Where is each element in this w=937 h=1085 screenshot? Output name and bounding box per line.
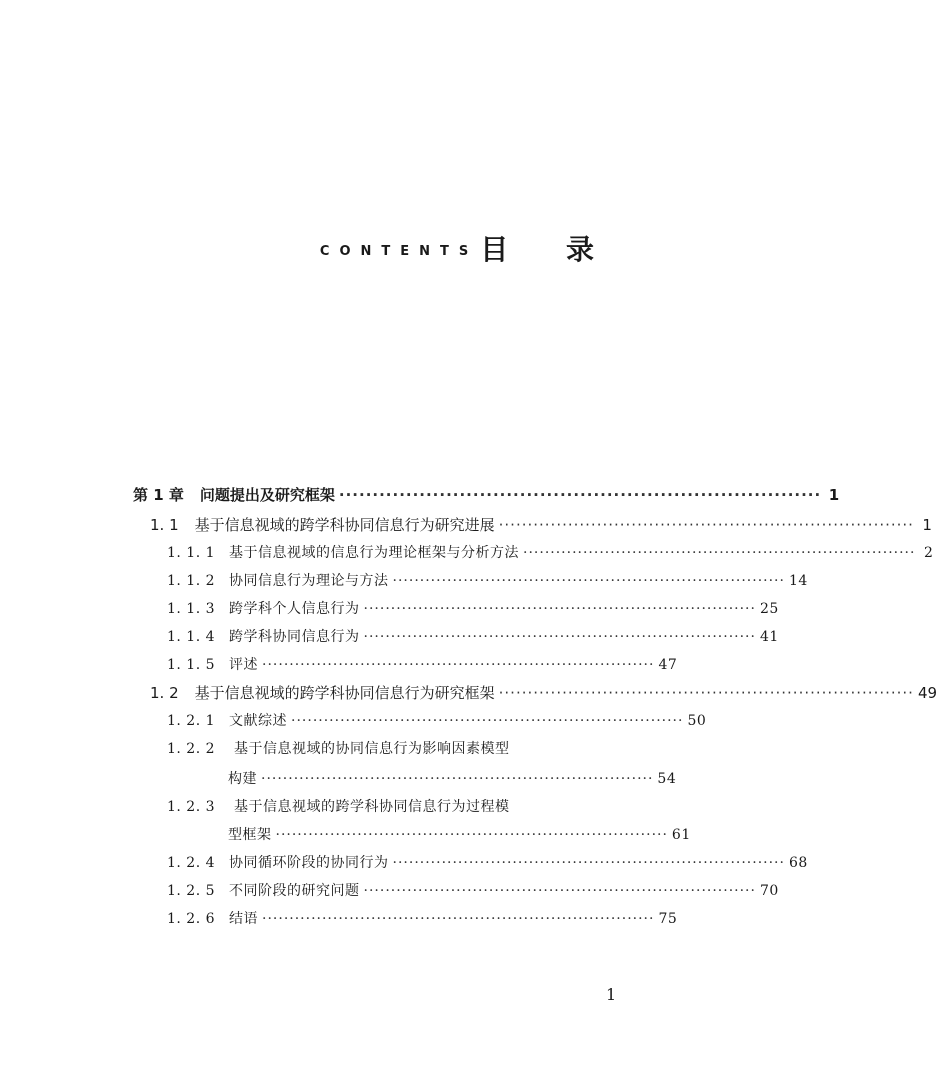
toc-entry-1-1-1[interactable]: [167, 541, 934, 565]
subsection-title: 基于信息视域的协同信息行为影响因素模型: [233, 741, 510, 757]
toc-entry-1-2-6[interactable]: [167, 907, 678, 931]
subsection-number: 1. 1. 5: [167, 657, 216, 673]
subsection-number: 1. 2. 5: [167, 883, 216, 899]
subsection-title: 跨学科个人信息行为: [229, 601, 360, 617]
subsection-number: 1. 2. 4: [167, 855, 216, 871]
dot-leader: ········································································: [363, 601, 756, 617]
toc-entry-1-2-3-line2[interactable]: [228, 823, 691, 847]
toc-entry-1-1-5[interactable]: [167, 653, 678, 677]
section-title: 基于信息视域的跨学科协同信息行为研究进展: [194, 516, 495, 534]
dot-leader: ········································································: [392, 855, 785, 871]
subsection-title: 结语: [229, 911, 259, 927]
page-ref: 61: [671, 827, 691, 843]
subsection-title: 协同循环阶段的协同行为: [229, 855, 389, 871]
subsection-title: 基于信息视域的跨学科协同信息行为过程模: [233, 799, 510, 815]
page-ref: 14: [788, 573, 808, 589]
section-number: 1. 1: [150, 516, 179, 534]
subsection-number: 1. 1. 1: [167, 545, 216, 561]
toc-entry-1-2-5[interactable]: [167, 879, 779, 903]
subsection-number: 1. 1. 4: [167, 629, 216, 645]
dot-leader: ········································································: [291, 713, 684, 729]
dot-leader: ········································································: [262, 911, 655, 927]
toc-entry-1-2-3-line1[interactable]: [167, 795, 509, 819]
contents-word: CONTENTS: [319, 243, 479, 259]
subsection-number: 1. 2. 3: [167, 799, 216, 815]
chapter-title: 问题提出及研究框架: [199, 486, 335, 504]
dot-leader: ········································································: [523, 545, 916, 561]
page-ref: 54: [657, 771, 677, 787]
toc-entry-1-2-2-line2[interactable]: [228, 767, 677, 791]
contents-heading: [320, 228, 618, 268]
page-ref: 1: [828, 486, 840, 504]
subsection-title: 跨学科协同信息行为: [229, 629, 360, 645]
subsection-title: 协同信息行为理论与方法: [229, 573, 389, 589]
subsection-number: 1. 2. 6: [167, 911, 216, 927]
dot-leader: ········································································: [261, 771, 654, 787]
page-ref: 1: [922, 516, 932, 534]
subsection-title: 基于信息视域的信息行为理论框架与分析方法: [229, 545, 520, 561]
dot-leader: ········································································: [498, 684, 914, 702]
dot-leader: ········································································: [262, 657, 655, 673]
page-ref: 25: [759, 601, 779, 617]
toc-entry-1-2-4[interactable]: [167, 851, 808, 875]
page-ref: 68: [788, 855, 808, 871]
page-ref: 75: [658, 911, 678, 927]
page-ref: 49: [917, 684, 937, 702]
subsection-title: 文献综述: [229, 713, 288, 729]
page-ref: 70: [759, 883, 779, 899]
dot-leader: ········································································: [363, 883, 756, 899]
chapter-label: 第 1 章: [133, 486, 184, 504]
section-number: 1. 2: [150, 684, 179, 702]
dot-leader: ········································································: [338, 486, 822, 504]
page-ref: 41: [759, 629, 779, 645]
page-number: 1: [606, 985, 617, 1004]
toc-title: 目 录: [480, 233, 618, 266]
toc-entry-chapter-1[interactable]: [133, 483, 840, 507]
subsection-number: 1. 1. 3: [167, 601, 216, 617]
dot-leader: ········································································: [392, 573, 785, 589]
toc-entry-1-2-2-line1[interactable]: [167, 737, 509, 761]
toc-entry-section-1-1[interactable]: [150, 513, 932, 537]
page-ref: 50: [687, 713, 707, 729]
subsection-title-continued: 型框架: [228, 827, 272, 843]
toc-entry-1-2-1[interactable]: [167, 709, 707, 733]
subsection-title: 评述: [229, 657, 259, 673]
page-ref: 47: [658, 657, 678, 673]
toc-entry-1-1-2[interactable]: [167, 569, 808, 593]
subsection-number: 1. 2. 2: [167, 741, 216, 757]
section-title: 基于信息视域的跨学科协同信息行为研究框架: [194, 684, 495, 702]
toc-entry-section-1-2[interactable]: [150, 681, 937, 705]
toc-entry-1-1-4[interactable]: [167, 625, 779, 649]
dot-leader: ········································································: [363, 629, 756, 645]
dot-leader: ········································································: [498, 516, 914, 534]
subsection-number: 1. 2. 1: [167, 713, 216, 729]
page-ref: 2: [924, 545, 934, 561]
toc-entry-1-1-3[interactable]: [167, 597, 779, 621]
subsection-title: 不同阶段的研究问题: [229, 883, 360, 899]
dot-leader: ········································································: [275, 827, 668, 843]
subsection-title-continued: 构建: [228, 771, 257, 787]
subsection-number: 1. 1. 2: [167, 573, 216, 589]
